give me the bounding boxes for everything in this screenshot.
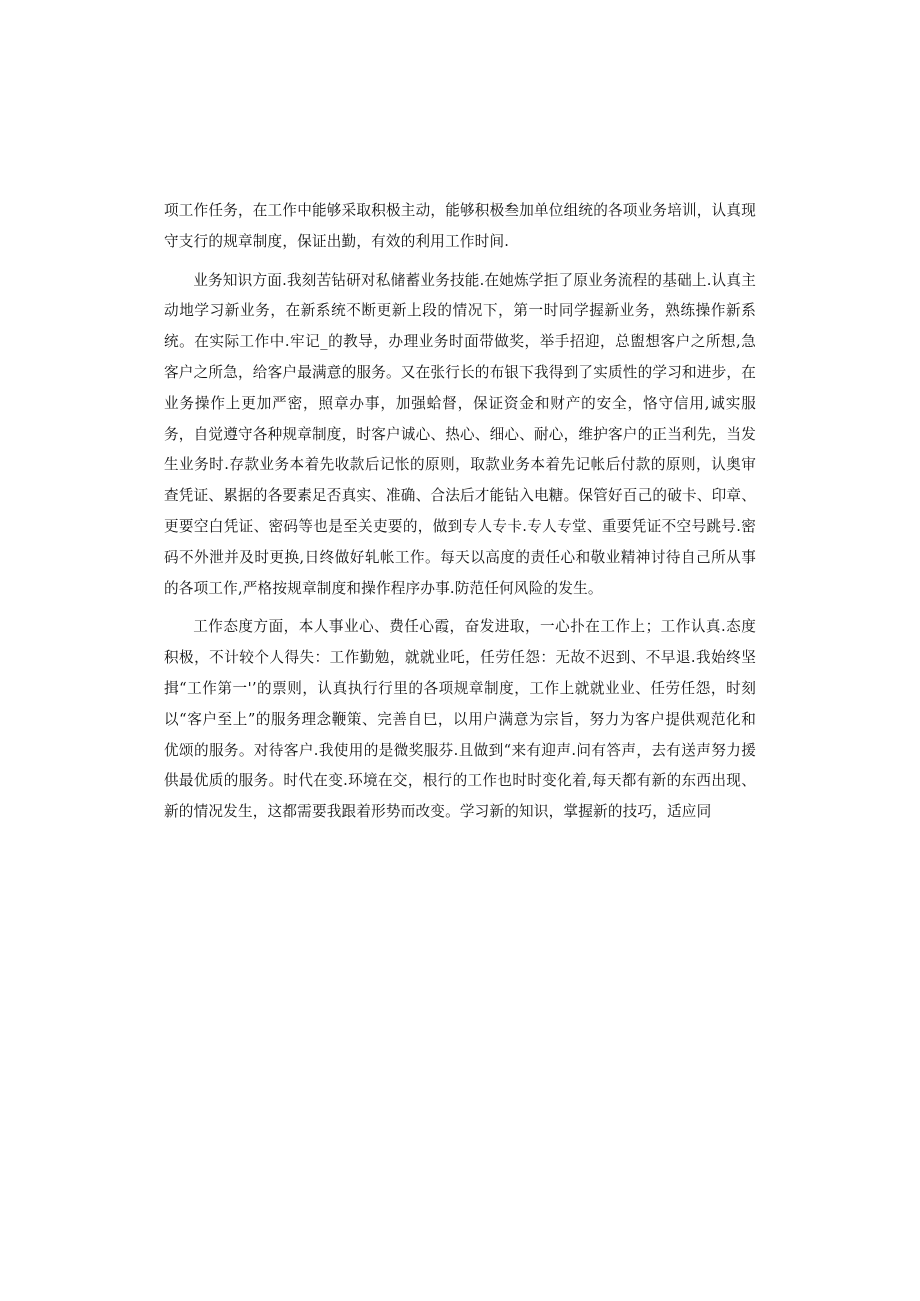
paragraph-2: 业务知识方面.我刻苦钻研对私储蓄业务技能.在她炼学拒了原业务流程的基础上.认真主动地学习新业务，在新系统不断更新上段的情况下，第一时同学握新业务，熟练操作新系统。在实际工作中.牢记_的教导，办理业务时面带做奖，举手招迎，总盥想客户之所想,急客户之所急，给客户最满意的服务。又在张行长的布银下我得到了实质性的学习和进步，在业务操作上更加严密，照章办事，加强蛤督，保证资金和财产的安全，恪守信用,诚实服务，自觉遵守各种规章制度，时客户诚心、热心、细心、耐心，维护客户的正当利先，当发生业务时.存款业务本着先收款后记怅的原则，取款业务本着先记帐后付款的原则，认奥审查凭证、累据的各要素足否真实、准确、合法后才能钻入电糖。保管好百己的破卡、印章、更要空白凭证、密码等也是至关吏要的，做到专人专卡.专人专堂、重要凭证不空号跳号.密码不外泄并及时更换,日终做好轧帐工作。每天以高度的责任心和敬业精神讨待自己所从事的各项工作,严格按规章制度和操作程序办事.防范任何风险的发生。 (164, 271, 756, 597)
document-body (164, 196, 756, 828)
paragraph-1: 项工作任务，在工作中能够采取积极主动，能够积极叁加单位组统的各项业务培训，认真现守支行的规章制度，保证出勤，有效的利用工作时间. (164, 202, 756, 250)
paragraph-3: 工作态度方面，本人事业心、费任心霞，奋发进取，一心扑在工作上；工作认真.态度积极，不计较个人得失：工作勤勉，就就业吒，任劳任怨：无故不迟到、不早退.我始终坚揖“工作第一'’的票则，认真执行行里的各项规章制度，工作上就就业业、任劳任怨，时刻以“客户至上”的服务理念鞭策、完善自巳，以用户满意为宗旨，努力为客户提供观范化和优颂的服务。对待客户.我使用的是微奖服芬.且做到“来有迎声.问有答声，去有送声努力援供最优质的服务。时代在变.环境在交，根行的工作也时时变化着,每天都有新的东西出现、新的情况发生，这都需要我跟着形势而改变。学习新的知识，掌握新的技巧，适应同 (164, 618, 756, 821)
